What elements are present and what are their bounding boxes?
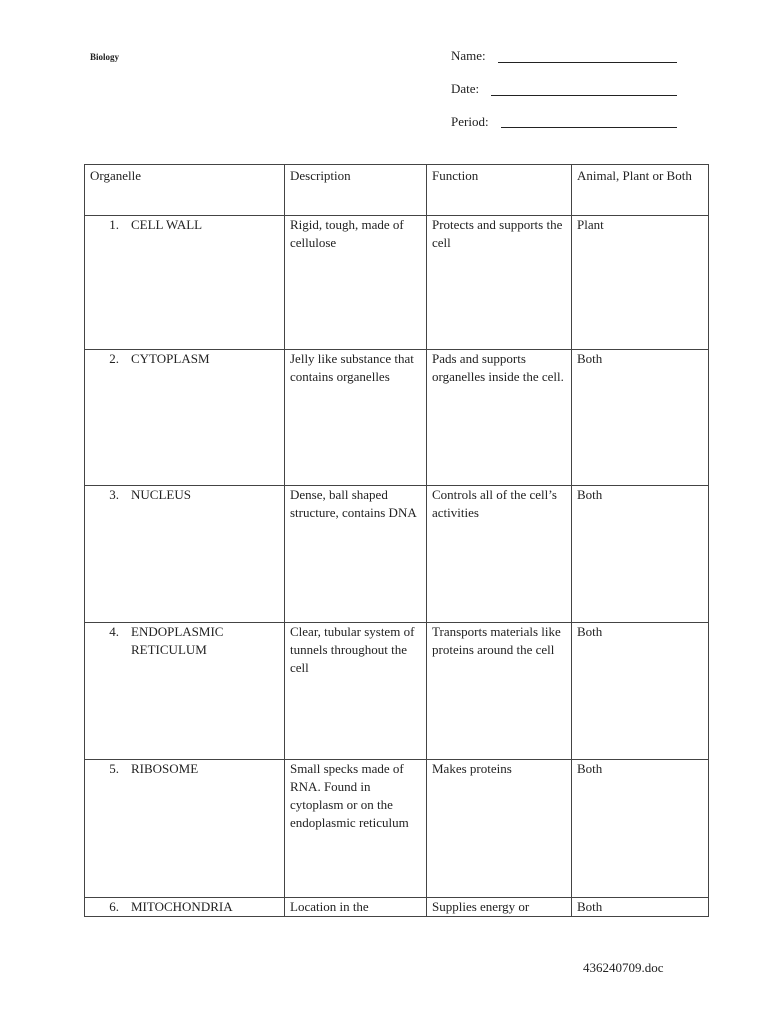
- column-header: Organelle: [85, 165, 285, 216]
- function-cell: Pads and supports organelles inside the cell.: [427, 350, 572, 486]
- organelle-name: NUCLEUS: [131, 487, 191, 502]
- table-row: [85, 216, 709, 350]
- description-cell: Rigid, tough, made of cellulose: [285, 216, 427, 350]
- type-cell: Both: [572, 350, 709, 486]
- organelle-table: [84, 164, 709, 917]
- date-blank-line: [491, 95, 677, 96]
- document-filename: 436240709.doc: [583, 960, 664, 975]
- table-row: [85, 623, 709, 760]
- row-number: 3.: [109, 487, 119, 502]
- period-blank-line: [501, 127, 677, 128]
- organelle-name: MITOCHONDRIA: [131, 899, 233, 914]
- row-number: 1.: [109, 217, 119, 232]
- function-cell: Makes proteins: [427, 760, 572, 898]
- column-header: Description: [285, 165, 427, 216]
- table-row: [85, 350, 709, 486]
- row-number: 2.: [109, 351, 119, 366]
- description-cell: Location in the: [285, 898, 427, 917]
- type-cell: Plant: [572, 216, 709, 350]
- table-row: [85, 760, 709, 898]
- row-number: 5.: [109, 761, 119, 776]
- row-number: 4.: [109, 624, 119, 639]
- organelle-name: CELL WALL: [131, 217, 203, 232]
- type-cell: Both: [572, 623, 709, 760]
- organelle-cell: [85, 216, 285, 350]
- table-header-row: [85, 165, 709, 216]
- row-number: 6.: [109, 899, 119, 914]
- function-cell: Protects and supports the cell: [427, 216, 572, 350]
- type-cell: Both: [572, 898, 709, 917]
- organelle-cell: [85, 623, 285, 760]
- name-field: [451, 48, 486, 64]
- description-cell: Small specks made of RNA. Found in cytoplasm or on the endoplasmic reticulum: [285, 760, 427, 898]
- function-cell: Controls all of the cell’s activities: [427, 486, 572, 623]
- description-cell: Jelly like substance that contains organelles: [285, 350, 427, 486]
- organelle-cell: [85, 760, 285, 898]
- function-cell: Supplies energy or: [427, 898, 572, 917]
- description-cell: Dense, ball shaped structure, contains DNA: [285, 486, 427, 623]
- period-label: Period:: [451, 114, 489, 129]
- name-label: Name:: [451, 48, 486, 63]
- organelle-name: RIBOSOME: [131, 761, 199, 776]
- type-cell: Both: [572, 486, 709, 623]
- period-field: [451, 114, 489, 130]
- organelle-name: CYTOPLASM: [131, 351, 210, 366]
- column-header: Function: [427, 165, 572, 216]
- table-row: [85, 898, 709, 917]
- subject-label: Biology: [90, 52, 120, 62]
- date-field: [451, 81, 479, 97]
- organelle-cell: [85, 350, 285, 486]
- function-cell: Transports materials like proteins around the cell: [427, 623, 572, 760]
- type-cell: Both: [572, 760, 709, 898]
- description-cell: Clear, tubular system of tunnels throughout the cell: [285, 623, 427, 760]
- name-blank-line: [498, 62, 677, 63]
- organelle-name: ENDOPLASMIC RETICULUM: [131, 624, 224, 657]
- date-label: Date:: [451, 81, 480, 96]
- organelle-cell: [85, 898, 285, 917]
- column-header: Animal, Plant or Both: [572, 165, 709, 216]
- organelle-cell: [85, 486, 285, 623]
- table-row: [85, 486, 709, 623]
